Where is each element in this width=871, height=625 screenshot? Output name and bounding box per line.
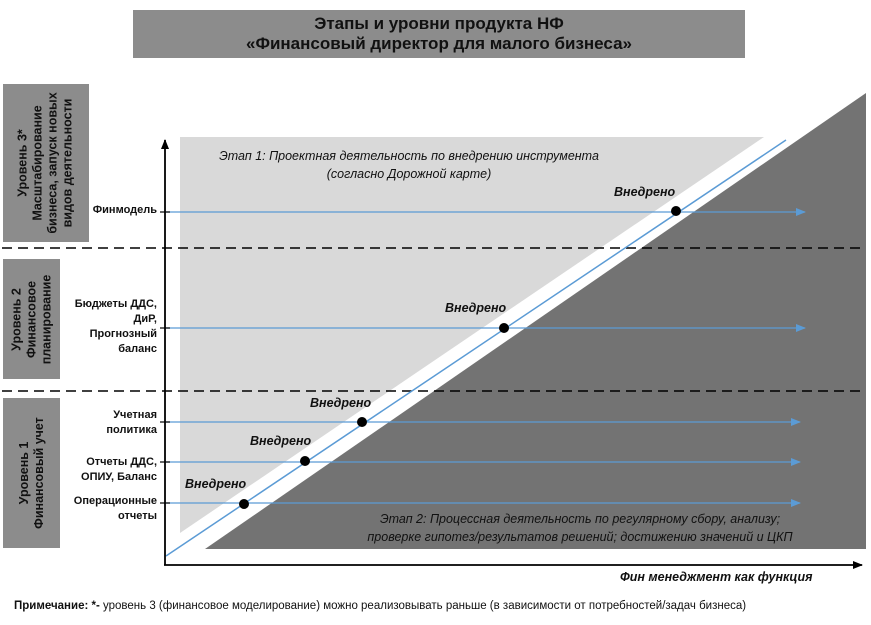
row-label-operational: Операционные отчеты — [73, 495, 157, 522]
level-2-box — [3, 259, 60, 379]
status-label-budgets: Внедрено — [445, 301, 507, 315]
stage1-description: Этап 1: Проектная деятельность по внедрению инструмента (согласно Дорожной карте) — [219, 149, 599, 181]
row-label-budgets: Бюджеты ДДС, ДиР, Прогнозный баланс — [74, 298, 157, 355]
footnote-text: уровень 3 (финансовое моделирование) можно реализовывать раньше (в зависимости от потребностей/задач бизнеса) — [99, 600, 747, 612]
stage2-description: Этап 2: Процессная деятельность по регулярному сбору, анализу; проверке гипотез/результатов решений; достижению значений и ЦКП — [367, 512, 793, 544]
footnote-prefix: Примечание: *- — [14, 600, 100, 612]
row-label-policy: Учетная политика — [106, 409, 157, 436]
milestone-dot-budgets — [499, 323, 509, 333]
status-label-policy: Внедрено — [310, 396, 372, 410]
status-label-operational: Внедрено — [185, 477, 247, 491]
title-line-1: Этапы и уровни продукта НФ — [314, 14, 564, 33]
status-label-finmodel: Внедрено — [614, 185, 676, 199]
level-1-box — [3, 398, 60, 548]
milestone-dot-finmodel — [671, 206, 681, 216]
level-3-label: Уровень 3* Масштабирование бизнеса, запуск новых видов деятельности — [16, 92, 76, 234]
row-label-reports: Отчеты ДДС, ОПИУ, Баланс — [81, 456, 157, 483]
title-line-2: «Финансовый директор для малого бизнеса» — [245, 34, 632, 53]
x-axis-label: Фин менеджмент как функция — [620, 570, 813, 584]
level-1-label: Уровень 1 Финансовый учет — [16, 417, 46, 529]
milestone-dot-operational — [239, 499, 249, 509]
status-label-reports: Внедрено — [250, 434, 312, 448]
milestone-dot-policy — [357, 417, 367, 427]
level-2-label: Уровень 2 Финансовое планирование — [9, 274, 54, 364]
milestone-dot-reports — [300, 456, 310, 466]
footnote — [14, 600, 746, 612]
row-label-finmodel: Финмодель — [92, 204, 157, 216]
level-3-box — [3, 84, 89, 242]
